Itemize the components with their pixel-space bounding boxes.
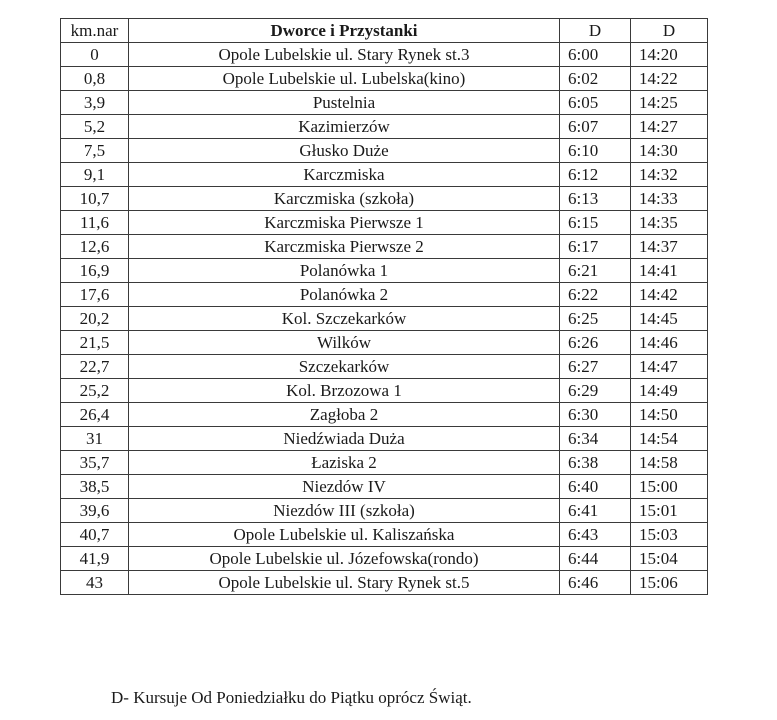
stop-name-cell: Kazimierzów: [129, 115, 560, 139]
table-row: [61, 67, 708, 91]
departure-2-cell: 15:06: [631, 571, 708, 595]
departure-1-cell: 6:05: [560, 91, 631, 115]
km-cell: 0: [61, 43, 129, 67]
km-cell: 21,5: [61, 331, 129, 355]
km-cell: 22,7: [61, 355, 129, 379]
header-departure-2: D: [631, 19, 708, 43]
departure-1-cell: 6:27: [560, 355, 631, 379]
km-cell: 31: [61, 427, 129, 451]
departure-1-cell: 6:29: [560, 379, 631, 403]
stop-name-cell: Niezdów III (szkoła): [129, 499, 560, 523]
departure-1-cell: 6:25: [560, 307, 631, 331]
km-cell: 7,5: [61, 139, 129, 163]
stop-name-cell: Karczmiska (szkoła): [129, 187, 560, 211]
departure-1-cell: 6:38: [560, 451, 631, 475]
stop-name-cell: Opole Lubelskie ul. Lubelska(kino): [129, 67, 560, 91]
departure-1-cell: 6:15: [560, 211, 631, 235]
departure-2-cell: 14:50: [631, 403, 708, 427]
departure-2-cell: 14:27: [631, 115, 708, 139]
departure-1-cell: 6:26: [560, 331, 631, 355]
departure-1-cell: 6:34: [560, 427, 631, 451]
departure-1-cell: 6:00: [560, 43, 631, 67]
stop-name-cell: Niedźwiada Duża: [129, 427, 560, 451]
km-cell: 25,2: [61, 379, 129, 403]
header-departure-1: D: [560, 19, 631, 43]
departure-2-cell: 14:25: [631, 91, 708, 115]
table-row: [61, 115, 708, 139]
km-cell: 40,7: [61, 523, 129, 547]
stop-name-cell: Kol. Brzozowa 1: [129, 379, 560, 403]
timetable-body: [61, 43, 708, 595]
table-row: [61, 547, 708, 571]
table-row: [61, 235, 708, 259]
departure-2-cell: 14:41: [631, 259, 708, 283]
km-cell: 5,2: [61, 115, 129, 139]
stop-name-cell: Karczmiska Pierwsze 2: [129, 235, 560, 259]
departure-1-cell: 6:22: [560, 283, 631, 307]
departure-2-cell: 14:33: [631, 187, 708, 211]
km-cell: 9,1: [61, 163, 129, 187]
header-km: km.nar: [61, 19, 129, 43]
table-row: [61, 427, 708, 451]
stop-name-cell: Polanówka 2: [129, 283, 560, 307]
departure-1-cell: 6:41: [560, 499, 631, 523]
departure-1-cell: 6:46: [560, 571, 631, 595]
departure-2-cell: 14:42: [631, 283, 708, 307]
departure-1-cell: 6:10: [560, 139, 631, 163]
departure-2-cell: 14:20: [631, 43, 708, 67]
stop-name-cell: Opole Lubelskie ul. Kaliszańska: [129, 523, 560, 547]
stop-name-cell: Niezdów IV: [129, 475, 560, 499]
stop-name-cell: Opole Lubelskie ul. Stary Rynek st.5: [129, 571, 560, 595]
stop-name-cell: Głusko Duże: [129, 139, 560, 163]
departure-1-cell: 6:12: [560, 163, 631, 187]
km-cell: 11,6: [61, 211, 129, 235]
stop-name-cell: Łaziska 2: [129, 451, 560, 475]
stop-name-cell: Pustelnia: [129, 91, 560, 115]
table-row: [61, 451, 708, 475]
departure-1-cell: 6:02: [560, 67, 631, 91]
stop-name-cell: Opole Lubelskie ul. Stary Rynek st.3: [129, 43, 560, 67]
stop-name-cell: Karczmiska Pierwsze 1: [129, 211, 560, 235]
departure-2-cell: 14:58: [631, 451, 708, 475]
header-row: [61, 19, 708, 43]
table-row: [61, 211, 708, 235]
departure-2-cell: 14:32: [631, 163, 708, 187]
table-row: [61, 43, 708, 67]
departure-2-cell: 14:54: [631, 427, 708, 451]
km-cell: 35,7: [61, 451, 129, 475]
departure-2-cell: 14:37: [631, 235, 708, 259]
departure-2-cell: 14:46: [631, 331, 708, 355]
km-cell: 26,4: [61, 403, 129, 427]
stop-name-cell: Kol. Szczekarków: [129, 307, 560, 331]
table-row: [61, 259, 708, 283]
departure-1-cell: 6:13: [560, 187, 631, 211]
departure-1-cell: 6:30: [560, 403, 631, 427]
table-row: [61, 403, 708, 427]
stop-name-cell: Zagłoba 2: [129, 403, 560, 427]
table-row: [61, 355, 708, 379]
departure-2-cell: 14:45: [631, 307, 708, 331]
departure-1-cell: 6:21: [560, 259, 631, 283]
stop-name-cell: Polanówka 1: [129, 259, 560, 283]
table-row: [61, 163, 708, 187]
table-row: [61, 475, 708, 499]
table-row: [61, 91, 708, 115]
table-row: [61, 139, 708, 163]
km-cell: 41,9: [61, 547, 129, 571]
departure-1-cell: 6:43: [560, 523, 631, 547]
departure-1-cell: 6:40: [560, 475, 631, 499]
km-cell: 16,9: [61, 259, 129, 283]
table-row: [61, 307, 708, 331]
departure-2-cell: 14:30: [631, 139, 708, 163]
km-cell: 43: [61, 571, 129, 595]
departure-2-cell: 15:01: [631, 499, 708, 523]
stop-name-cell: Karczmiska: [129, 163, 560, 187]
km-cell: 17,6: [61, 283, 129, 307]
departure-2-cell: 14:49: [631, 379, 708, 403]
departure-2-cell: 14:35: [631, 211, 708, 235]
km-cell: 38,5: [61, 475, 129, 499]
table-row: [61, 499, 708, 523]
departure-2-cell: 15:00: [631, 475, 708, 499]
table-row: [61, 523, 708, 547]
departure-2-cell: 15:03: [631, 523, 708, 547]
departure-1-cell: 6:07: [560, 115, 631, 139]
table-row: [61, 331, 708, 355]
km-cell: 10,7: [61, 187, 129, 211]
table-row: [61, 187, 708, 211]
km-cell: 0,8: [61, 67, 129, 91]
stop-name-cell: Szczekarków: [129, 355, 560, 379]
km-cell: 20,2: [61, 307, 129, 331]
km-cell: 39,6: [61, 499, 129, 523]
stop-name-cell: Opole Lubelskie ul. Józefowska(rondo): [129, 547, 560, 571]
table-row: [61, 283, 708, 307]
footnote: D- Kursuje Od Poniedziałku do Piątku oprócz Świąt.: [111, 688, 472, 707]
departure-1-cell: 6:17: [560, 235, 631, 259]
table-row: [61, 571, 708, 595]
km-cell: 12,6: [61, 235, 129, 259]
timetable: [60, 18, 708, 595]
km-cell: 3,9: [61, 91, 129, 115]
departure-2-cell: 14:22: [631, 67, 708, 91]
departure-2-cell: 14:47: [631, 355, 708, 379]
table-row: [61, 379, 708, 403]
departure-1-cell: 6:44: [560, 547, 631, 571]
departure-2-cell: 15:04: [631, 547, 708, 571]
header-stops: Dworce i Przystanki: [129, 19, 560, 43]
stop-name-cell: Wilków: [129, 331, 560, 355]
